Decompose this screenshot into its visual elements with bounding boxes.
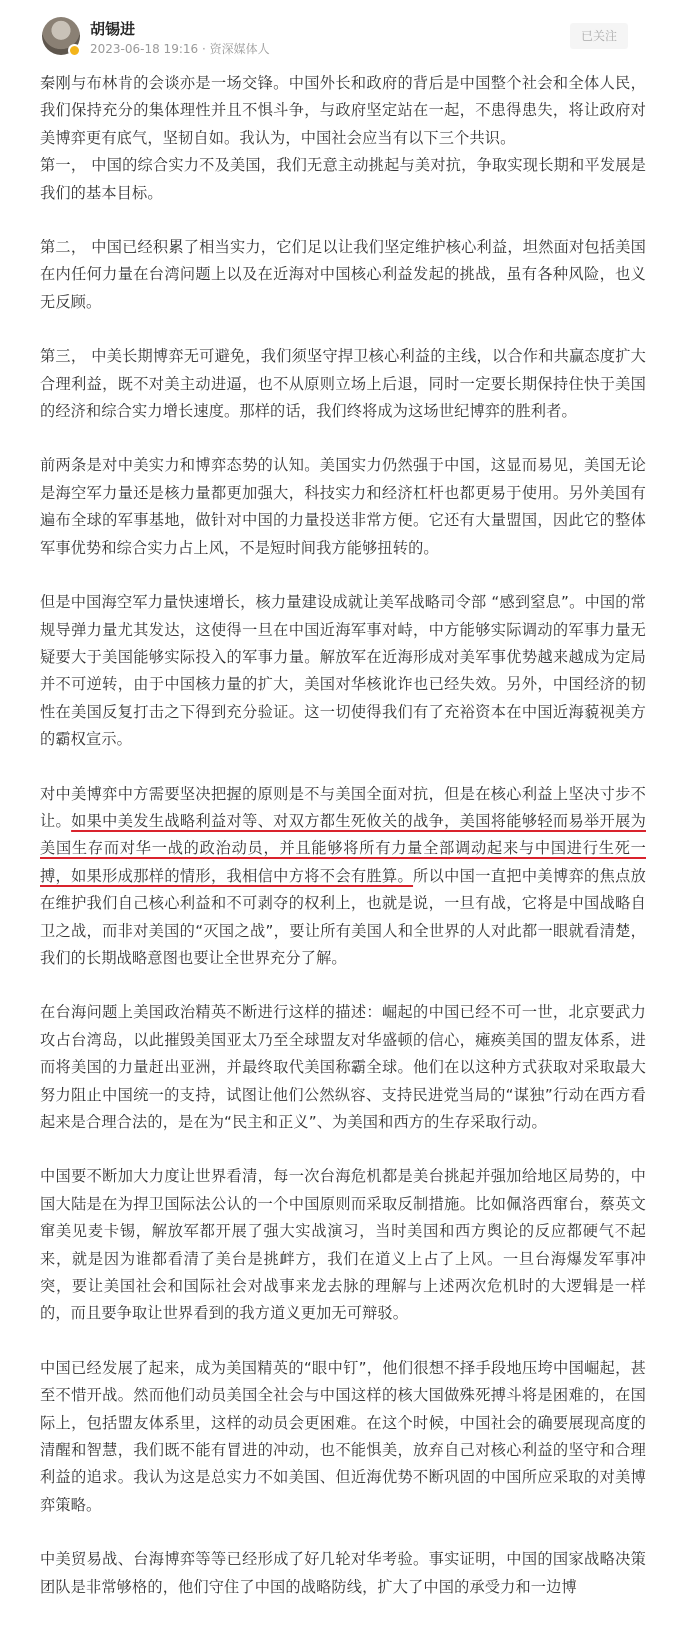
paragraph-consensus-1: 第一， 中国的综合实力不及美国，我们无意主动挑起与美对抗，争取实现长期和平发展是我们的基本目标。 [40,156,646,202]
article-body [40,70,646,1628]
paragraph-taiwan-narrative: 在台海问题上美国政治精英不断进行这样的描述：崛起的中国已经不可一世，北京要武力攻占台湾岛，以此摧毁美国亚太乃至全球盟友对华盛顿的信心，瘫痪美国的盟友体系，进而将美国的力量赶出亚洲，并最终取代美国称霸全球。他们在以这种方式获取对采取最大努力阻止中国统一的支持，试图让他们公然纵容、支持民进党当局的“谋独”行动在西方看起来是合理合法的，是在为“民主和正义”、为美国和西方的生存采取行动。 [40,1003,646,1131]
paragraph-principle-lead: 对中美博弈中方需要坚决把握的原则是不与美国全面对抗，但是在核心利益上坚决寸步不让。 [40,784,646,830]
paragraph-china-military: 但是中国海空军力量快速增长，核力量建设成就让美军战略司令部 “感到窒息”。中国的常规导弹力量尤其发达，这使得一旦在中国近海军事对峙，中方能够实际调动的军事力量无疑要大于美国能够实际投入的军事力量。解放军在近海形成对美军事优势越来越成为定局并不可逆转，由于中国核力量的扩大，美国对华核讹诈也已经失效。另外，中国经济的韧性在美国反复打击之下得到充分验证。这一切使得我们有了充裕资本在中国近海藐视美方的霸权宣示。 [40,593,646,749]
paragraph-trade-war: 中美贸易战、台海博弈等等已经形成了好几轮对华考验。事实证明，中国的国家战略决策团队是非常够格的，他们守住了中国的战略防线，扩大了中国的承受力和一边博 [40,1550,646,1596]
author-name[interactable]: 胡锡进 [90,20,136,38]
paragraph-intro: 秦刚与布林肯的会谈亦是一场交锋。中国外长和政府的背后是中国整个社会和全体人民，我们保持充分的集体理性并且不惧斗争，与政府坚定站在一起，不患得患失，将让政府对美博弈更有底气，坚韧自如。我认为，中国社会应当有以下三个共识。 [40,74,646,147]
paragraph-consensus-3: 第三， 中美长期博弈无可避免，我们须坚守捍卫核心利益的主线，以合作和共赢态度扩大合理利益，既不对美主动进逼，也不从原则立场上后退，同时一定要长期保持住快于美国的经济和综合实力增长速度。那样的话，我们终将成为这场世纪博弈的胜利者。 [40,347,646,421]
post-meta: 2023-06-18 19:16 · 资深媒体人 [90,42,270,56]
highlighted-sentence: 如果中美发生战略利益对等、对双方都生死攸关的战争，美国将能够轻而易举开展为美国生存而对华一战的政治动员，并且能够将所有力量全部调动起来与中国进行生死一搏，如果形成那样的情形，我相信中方将不会有胜算。 [40,811,646,885]
paragraph-principle-tail: 所以中国一直把中美博弈的焦点放在维护我们自己核心利益和不可剥夺的权利上，也就是说，一旦有战，它将是中国战略自卫之战，而非对美国的“灭国之战”，要让所有美国人和全世界的人对此都一眼就看清楚，我们的长期战略意图也要让全世界充分了解。 [40,866,646,967]
paragraph-strategy: 中国已经发展了起来，成为美国精英的“眼中钉”，他们很想不择手段地压垮中国崛起，甚至不惜开战。然而他们动员美国全社会与中国这样的核大国做殊死搏斗将是困难的，在国际上，包括盟友体系里，这样的动员会更困难。在这个时候，中国社会的确要展现高度的清醒和智慧，我们既不能有冒进的冲动，也不能惧美，放弃自己对核心利益的坚守和合理利益的追求。我认为这是总实力不如美国、但近海优势不断巩固的中国所应采取的对美博弈策略。 [40,1358,646,1514]
verified-badge-icon [68,44,81,57]
paragraph-principle [40,781,646,973]
follow-button[interactable]: 已关注 [570,23,628,49]
paragraph-taiwan-crisis: 中国要不断加大力度让世界看清，每一次台海危机都是美台挑起并强加给地区局势的，中国大陆是在为捍卫国际法公认的一个中国原则而采取反制措施。比如佩洛西窜台，蔡英文窜美见麦卡锡，解放军都开展了强大实战演习，当时美国和西方舆论的反应都硬气不起来，就是因为谁都看清了美台是挑衅方，我们在道义上占了上风。一旦台海爆发军事冲突，要让美国社会和国际社会对战事来龙去脉的理解与上述两次危机时的大逻辑是一样的，而且要争取让世界看到的我方道义更加无可辩驳。 [40,1167,646,1323]
paragraph-consensus-2: 第二， 中国已经积累了相当实力，它们足以让我们坚定维护核心利益，坦然面对包括美国在内任何力量在台湾问题上以及在近海对中国核心利益发起的挑战，虽有各种风险，也义无反顾。 [40,238,646,311]
post-header [0,0,684,68]
paragraph-strength-comparison: 前两条是对中美实力和博弈态势的认知。美国实力仍然强于中国，这显而易见，美国无论是海空军力量还是核力量都更加强大，科技实力和经济杠杆也都更易于使用。另外美国有遍布全球的军事基地，做针对中国的力量投送非常方便。它还有大量盟国，因此它的整体军事优势和综合实力占上风，不是短时间我方能够扭转的。 [40,456,646,557]
